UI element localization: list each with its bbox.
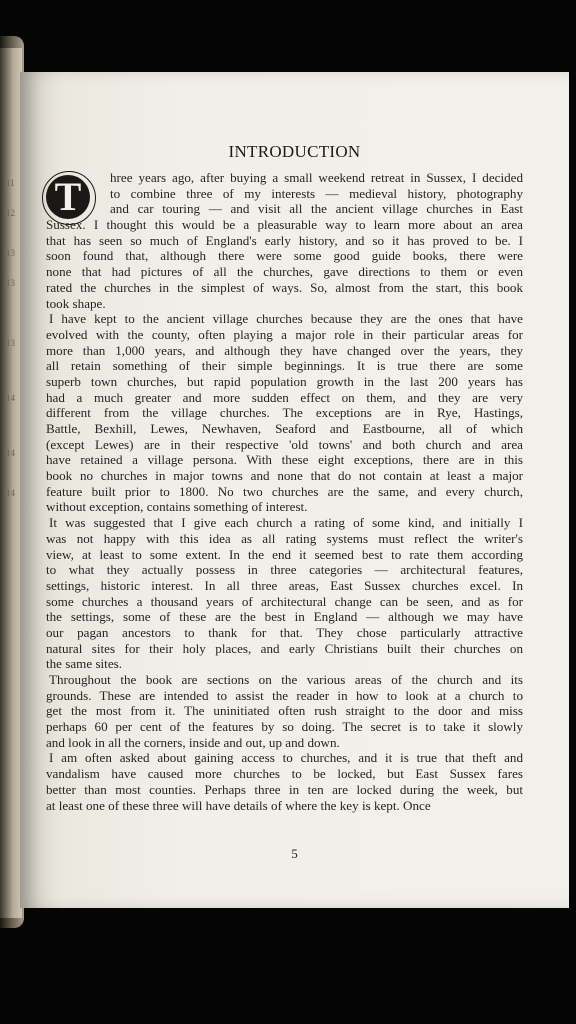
text-line: our pagan ancestors to thank for that. They chose particularly attractive [46,624,523,640]
text-line: I am often asked about gaining access to churches, and it is true that theft and [49,750,523,766]
text-line: Throughout the book are sections on the various areas of the church and its [49,672,523,687]
text-line: to combine three of my interests — medieval history, photography [110,185,523,201]
text-line: view, at least to some extent. In the end it seemed best to rate them according [46,546,523,562]
text-line: and look in all the corners, inside and out, up and down. [46,734,340,750]
margin-number: 11 [6,178,15,188]
margin-number: 12 [6,208,15,218]
text-line: vandalism have caused more churches to be locked, but East Sussex fares [46,766,523,782]
text-line: evolved with the county, often playing a major role in their particular areas for [46,326,523,342]
page-title: INTRODUCTION [228,142,361,161]
text-line: It was suggested that I give each church a rating of some kind, and initially I [49,515,523,531]
body-text [46,170,523,813]
text-line: had a much greater and more sudden effect on them, and they are very [46,389,523,405]
text-line: book no churches in major towns and none that do not contain at least a major [46,468,523,484]
margin-number: 13 [6,248,15,258]
text-line: soon found that, although there were some good guide books, there were [46,248,523,264]
margin-number: 14 [6,488,15,498]
text-line: different from the village churches. The exceptions are in Rye, Hastings, [46,405,523,421]
text-line: I have kept to the ancient village churches because they are the ones that have [49,311,523,327]
margin-number: 14 [6,448,15,458]
text-line: the same sites. [46,656,122,672]
text-line: without exception, contains something of interest. [46,499,308,515]
text-line: superb town churches, but rapid population growth in the last 200 years has [46,373,523,389]
text-line: and car touring — and visit all the ancient village churches in East [110,201,523,217]
text-line: Battle, Bexhill, Lewes, Newhaven, Seaford and Eastbourne, all of which [46,421,523,436]
text-line: settings, historic interest. In all three areas, East Sussex churches excel. In [46,577,523,593]
text-line: more than 1,000 years, and although they have changed over the years, they [46,342,523,358]
page-number: 5 [291,846,298,861]
text-line: rated the churches in the simplest of ways. So, almost from the start, this book [46,279,523,295]
text-line: the settings, some of these are the best in England — although we may have [46,609,523,625]
book-page [20,72,569,908]
text-line: feature built prior to 1800. No two churches are the same, and every church, [46,483,523,499]
text-line: have retained a village persona. With these eight exceptions, there are in this [46,452,523,468]
drop-cap: T [46,175,90,219]
text-line: was not happy with this idea as all rating systems must reflect the writer's [46,530,523,546]
text-line: hree years ago, after buying a small weekend retreat in Sussex, I decided [110,170,523,185]
margin-number: 13 [6,338,15,348]
text-line: better than most counties. Perhaps three in ten are locked during the week, but [46,781,523,797]
text-line: that has seen so much of England's early history, and so it has proved to be. I [46,232,523,248]
margin-number: 14 [6,393,15,403]
text-line: Sussex. I thought this would be a pleasurable way to learn more about an area [46,217,523,233]
text-line: none that had pictures of all the churches, gave directions to them or even [46,264,523,280]
text-line: some churches a thousand years of architectural change can be seen, and as for [46,593,523,609]
margin-number: 13 [6,278,15,288]
text-line: at least one of these three will have details of where the key is kept. Once [46,797,431,813]
text-line: took shape. [46,295,106,311]
previous-page-edge [0,48,22,918]
text-line: (except Lewes) are in their respective 'old towns' and both church and area [46,436,523,452]
text-line: perhaps 60 per cent of the features by so doing. The secret is to take it slowly [46,719,523,735]
text-line: all retain something of their simple beginnings. It is true there are some [46,358,523,374]
text-line: natural sites for their holy places, and early Christians built their churches on [46,640,523,656]
text-line: grounds. These are intended to assist the reader in how to look at a church to [46,687,523,703]
text-line: get the most from it. The uninitiated often rush straight to the door and miss [46,703,523,719]
text-line: to what they actually possess in three categories — architectural features, [46,562,523,578]
